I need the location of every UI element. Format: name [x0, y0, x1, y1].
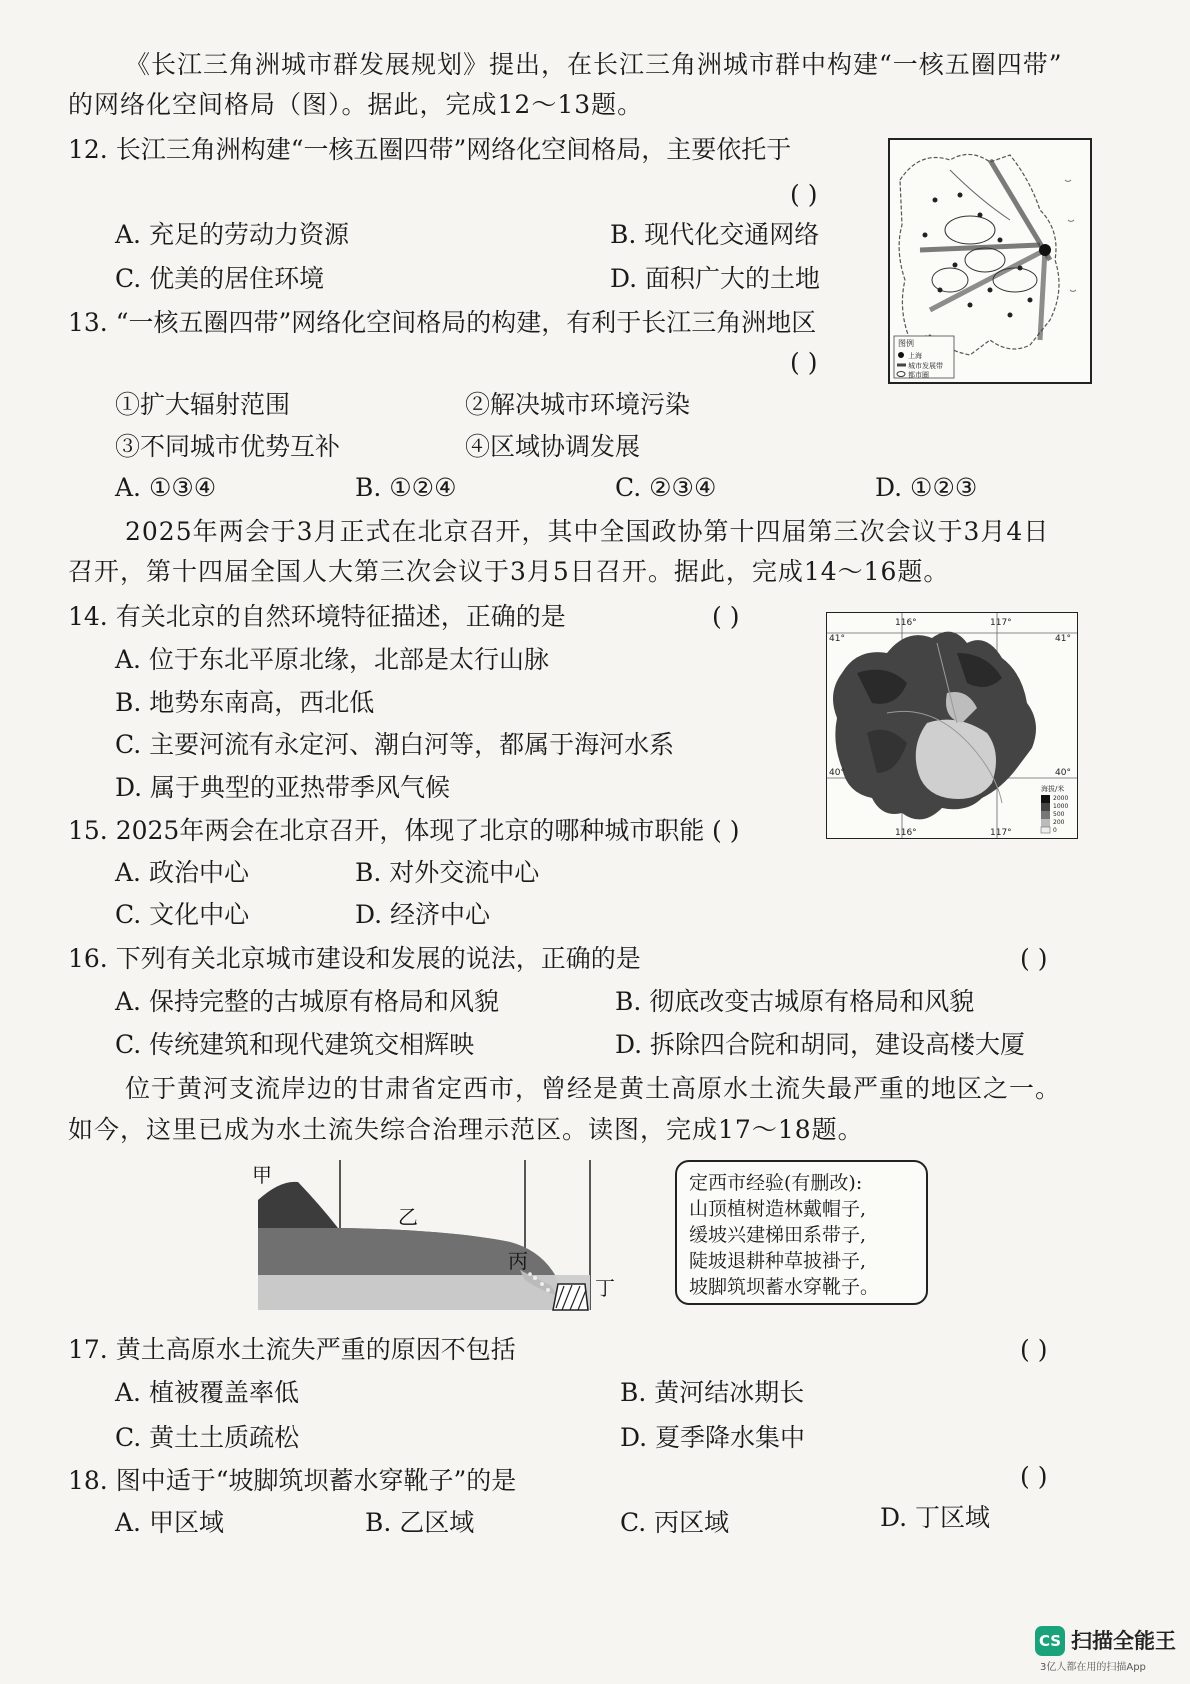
- dingxi-box-title: 定西市经验(有删改):: [689, 1172, 863, 1194]
- q13-statement-2: ②解决城市环境污染: [465, 390, 691, 419]
- q18-option-c[interactable]: C. 丙区域: [620, 1508, 730, 1537]
- q13-option-a[interactable]: A. ①③④: [115, 473, 217, 502]
- intro-yrd-line2: 的网络化空间格局（图）。据此，完成12～13题。: [68, 90, 644, 119]
- q13-option-c[interactable]: C. ②③④: [615, 473, 717, 502]
- yrd-map-graphic: [890, 140, 1090, 382]
- yrd-legend-belt: 城市发展带: [908, 362, 943, 370]
- q17-option-b[interactable]: B. 黄河结冰期长: [620, 1378, 805, 1407]
- profile-label-yi: 乙: [398, 1205, 418, 1229]
- dingxi-experience-box: [675, 1160, 928, 1305]
- q17-stem: 17. 黄土高原水土流失严重的原因不包括: [68, 1335, 516, 1364]
- q16-stem: 16. 下列有关北京城市建设和发展的说法，正确的是: [68, 944, 641, 973]
- q14-option-a[interactable]: A. 位于东北平原北缘，北部是太行山脉: [115, 645, 549, 674]
- q14-option-c[interactable]: C. 主要河流有永定河、潮白河等，都属于海河水系: [115, 730, 675, 759]
- bj-legend-0: 0: [1053, 827, 1057, 834]
- q15-answer-blank[interactable]: ( ): [712, 816, 740, 845]
- yrd-city-cluster-map: [888, 138, 1092, 384]
- q15-stem: 15. 2025年两会在北京召开，体现了北京的哪种城市职能: [68, 816, 705, 845]
- slope-profile-graphic: [250, 1160, 670, 1320]
- dingxi-box-line4: 坡脚筑坝蓄水穿靴子。: [689, 1276, 880, 1298]
- intro-yrd-line1: 《长江三角洲城市群发展规划》提出，在长江三角洲城市群中构建“一核五圈四带”: [125, 50, 1063, 79]
- q16-option-a[interactable]: A. 保持完整的古城原有格局和风貌: [115, 987, 499, 1016]
- bj-lon-116-bottom: 116°: [895, 828, 917, 838]
- q17-answer-blank[interactable]: ( ): [1020, 1335, 1048, 1364]
- bj-legend-200: 200: [1053, 819, 1065, 826]
- q18-stem: 18. 图中适于“坡脚筑坝蓄水穿靴子”的是: [68, 1466, 517, 1495]
- yrd-legend-metro: 都市圈: [908, 371, 929, 379]
- q12-answer-blank[interactable]: ( ): [790, 180, 818, 209]
- q13-option-d[interactable]: D. ①②③: [875, 473, 978, 502]
- q15-option-b[interactable]: B. 对外交流中心: [355, 858, 540, 887]
- q13-statement-3: ③不同城市优势互补: [115, 432, 341, 461]
- bj-lat-40-left: 40°: [829, 768, 845, 778]
- yrd-legend-title: 图例: [898, 339, 914, 348]
- q12-stem: 12. 长江三角洲构建“一核五圈四带”网络化空间格局，主要依托于: [68, 135, 792, 164]
- intro-dingxi-line2: 如今，这里已成为水土流失综合治理示范区。读图，完成17～18题。: [68, 1115, 864, 1144]
- q15-option-c[interactable]: C. 文化中心: [115, 900, 250, 929]
- yrd-legend-shanghai: 上海: [908, 352, 922, 360]
- q14-answer-blank[interactable]: ( ): [712, 602, 740, 631]
- q13-statement-1: ①扩大辐射范围: [115, 390, 291, 419]
- bj-legend-title: 海拔/米: [1041, 785, 1065, 793]
- bj-lon-117-top: 117°: [990, 618, 1012, 628]
- dingxi-box-line3: 陡坡退耕种草披褂子,: [689, 1250, 867, 1272]
- q18-option-d[interactable]: D. 丁区域: [880, 1503, 991, 1532]
- bj-lon-117-bottom: 117°: [990, 828, 1012, 838]
- slope-profile-figure: [250, 1160, 670, 1320]
- q14-stem: 14. 有关北京的自然环境特征描述，正确的是: [68, 602, 566, 631]
- profile-label-ding: 丁: [595, 1276, 615, 1300]
- q12-option-c[interactable]: C. 优美的居住环境: [115, 264, 325, 293]
- camscanner-brand: 扫描全能王: [1071, 1629, 1176, 1653]
- bj-legend-500: 500: [1053, 811, 1065, 818]
- bj-lat-41-right: 41°: [1055, 634, 1071, 644]
- q18-option-a[interactable]: A. 甲区域: [115, 1508, 224, 1537]
- intro-lianghui-line1: 2025年两会于3月正式在北京召开，其中全国政协第十四届第三次会议于3月4日: [125, 517, 1050, 546]
- beijing-map-graphic: [827, 613, 1077, 838]
- q12-option-d[interactable]: D. 面积广大的土地: [610, 264, 821, 293]
- q15-option-a[interactable]: A. 政治中心: [115, 858, 249, 887]
- profile-label-bing: 丙: [508, 1249, 528, 1273]
- dingxi-box-line2: 缓坡兴建梯田系带子,: [689, 1224, 867, 1246]
- q16-option-d[interactable]: D. 拆除四合院和胡同，建设高楼大厦: [615, 1030, 1026, 1059]
- q16-answer-blank[interactable]: ( ): [1020, 944, 1048, 973]
- beijing-terrain-map: [826, 612, 1078, 839]
- camscanner-tagline: 3亿人都在用的扫描App: [1040, 1662, 1146, 1673]
- bj-lat-40-right: 40°: [1055, 768, 1071, 778]
- q13-statement-4: ④区域协调发展: [465, 432, 641, 461]
- q14-option-d[interactable]: D. 属于典型的亚热带季风气候: [115, 773, 451, 802]
- q17-option-a[interactable]: A. 植被覆盖率低: [115, 1378, 299, 1407]
- bj-legend-1000: 1000: [1053, 803, 1069, 810]
- q17-option-d[interactable]: D. 夏季降水集中: [620, 1423, 806, 1452]
- q17-option-c[interactable]: C. 黄土土质疏松: [115, 1423, 300, 1452]
- q16-option-b[interactable]: B. 彻底改变古城原有格局和风貌: [615, 987, 975, 1016]
- profile-label-jia: 甲: [252, 1163, 272, 1187]
- q16-option-c[interactable]: C. 传统建筑和现代建筑交相辉映: [115, 1030, 475, 1059]
- q13-answer-blank[interactable]: ( ): [790, 348, 818, 377]
- q15-option-d[interactable]: D. 经济中心: [355, 900, 491, 929]
- dingxi-box-line1: 山顶植树造林戴帽子,: [689, 1198, 867, 1220]
- intro-dingxi-line1: 位于黄河支流岸边的甘肃省定西市，曾经是黄土高原水土流失最严重的地区之一。: [125, 1074, 1062, 1103]
- q14-option-b[interactable]: B. 地势东南高，西北低: [115, 688, 375, 717]
- bj-lat-41-left: 41°: [829, 634, 845, 644]
- bj-lon-116-top: 116°: [895, 618, 917, 628]
- q12-option-a[interactable]: A. 充足的劳动力资源: [115, 220, 349, 249]
- q12-option-b[interactable]: B. 现代化交通网络: [610, 220, 820, 249]
- q18-option-b[interactable]: B. 乙区域: [365, 1508, 475, 1537]
- q13-stem: 13. “一核五圈四带”网络化空间格局的构建，有利于长江三角洲地区: [68, 308, 817, 337]
- bj-legend-2000: 2000: [1053, 795, 1069, 802]
- q18-answer-blank[interactable]: ( ): [1020, 1462, 1048, 1491]
- q13-option-b[interactable]: B. ①②④: [355, 473, 457, 502]
- intro-lianghui-line2: 召开，第十四届全国人大第三次会议于3月5日召开。据此，完成14～16题。: [68, 557, 950, 586]
- camscanner-logo-icon: CS: [1035, 1626, 1065, 1656]
